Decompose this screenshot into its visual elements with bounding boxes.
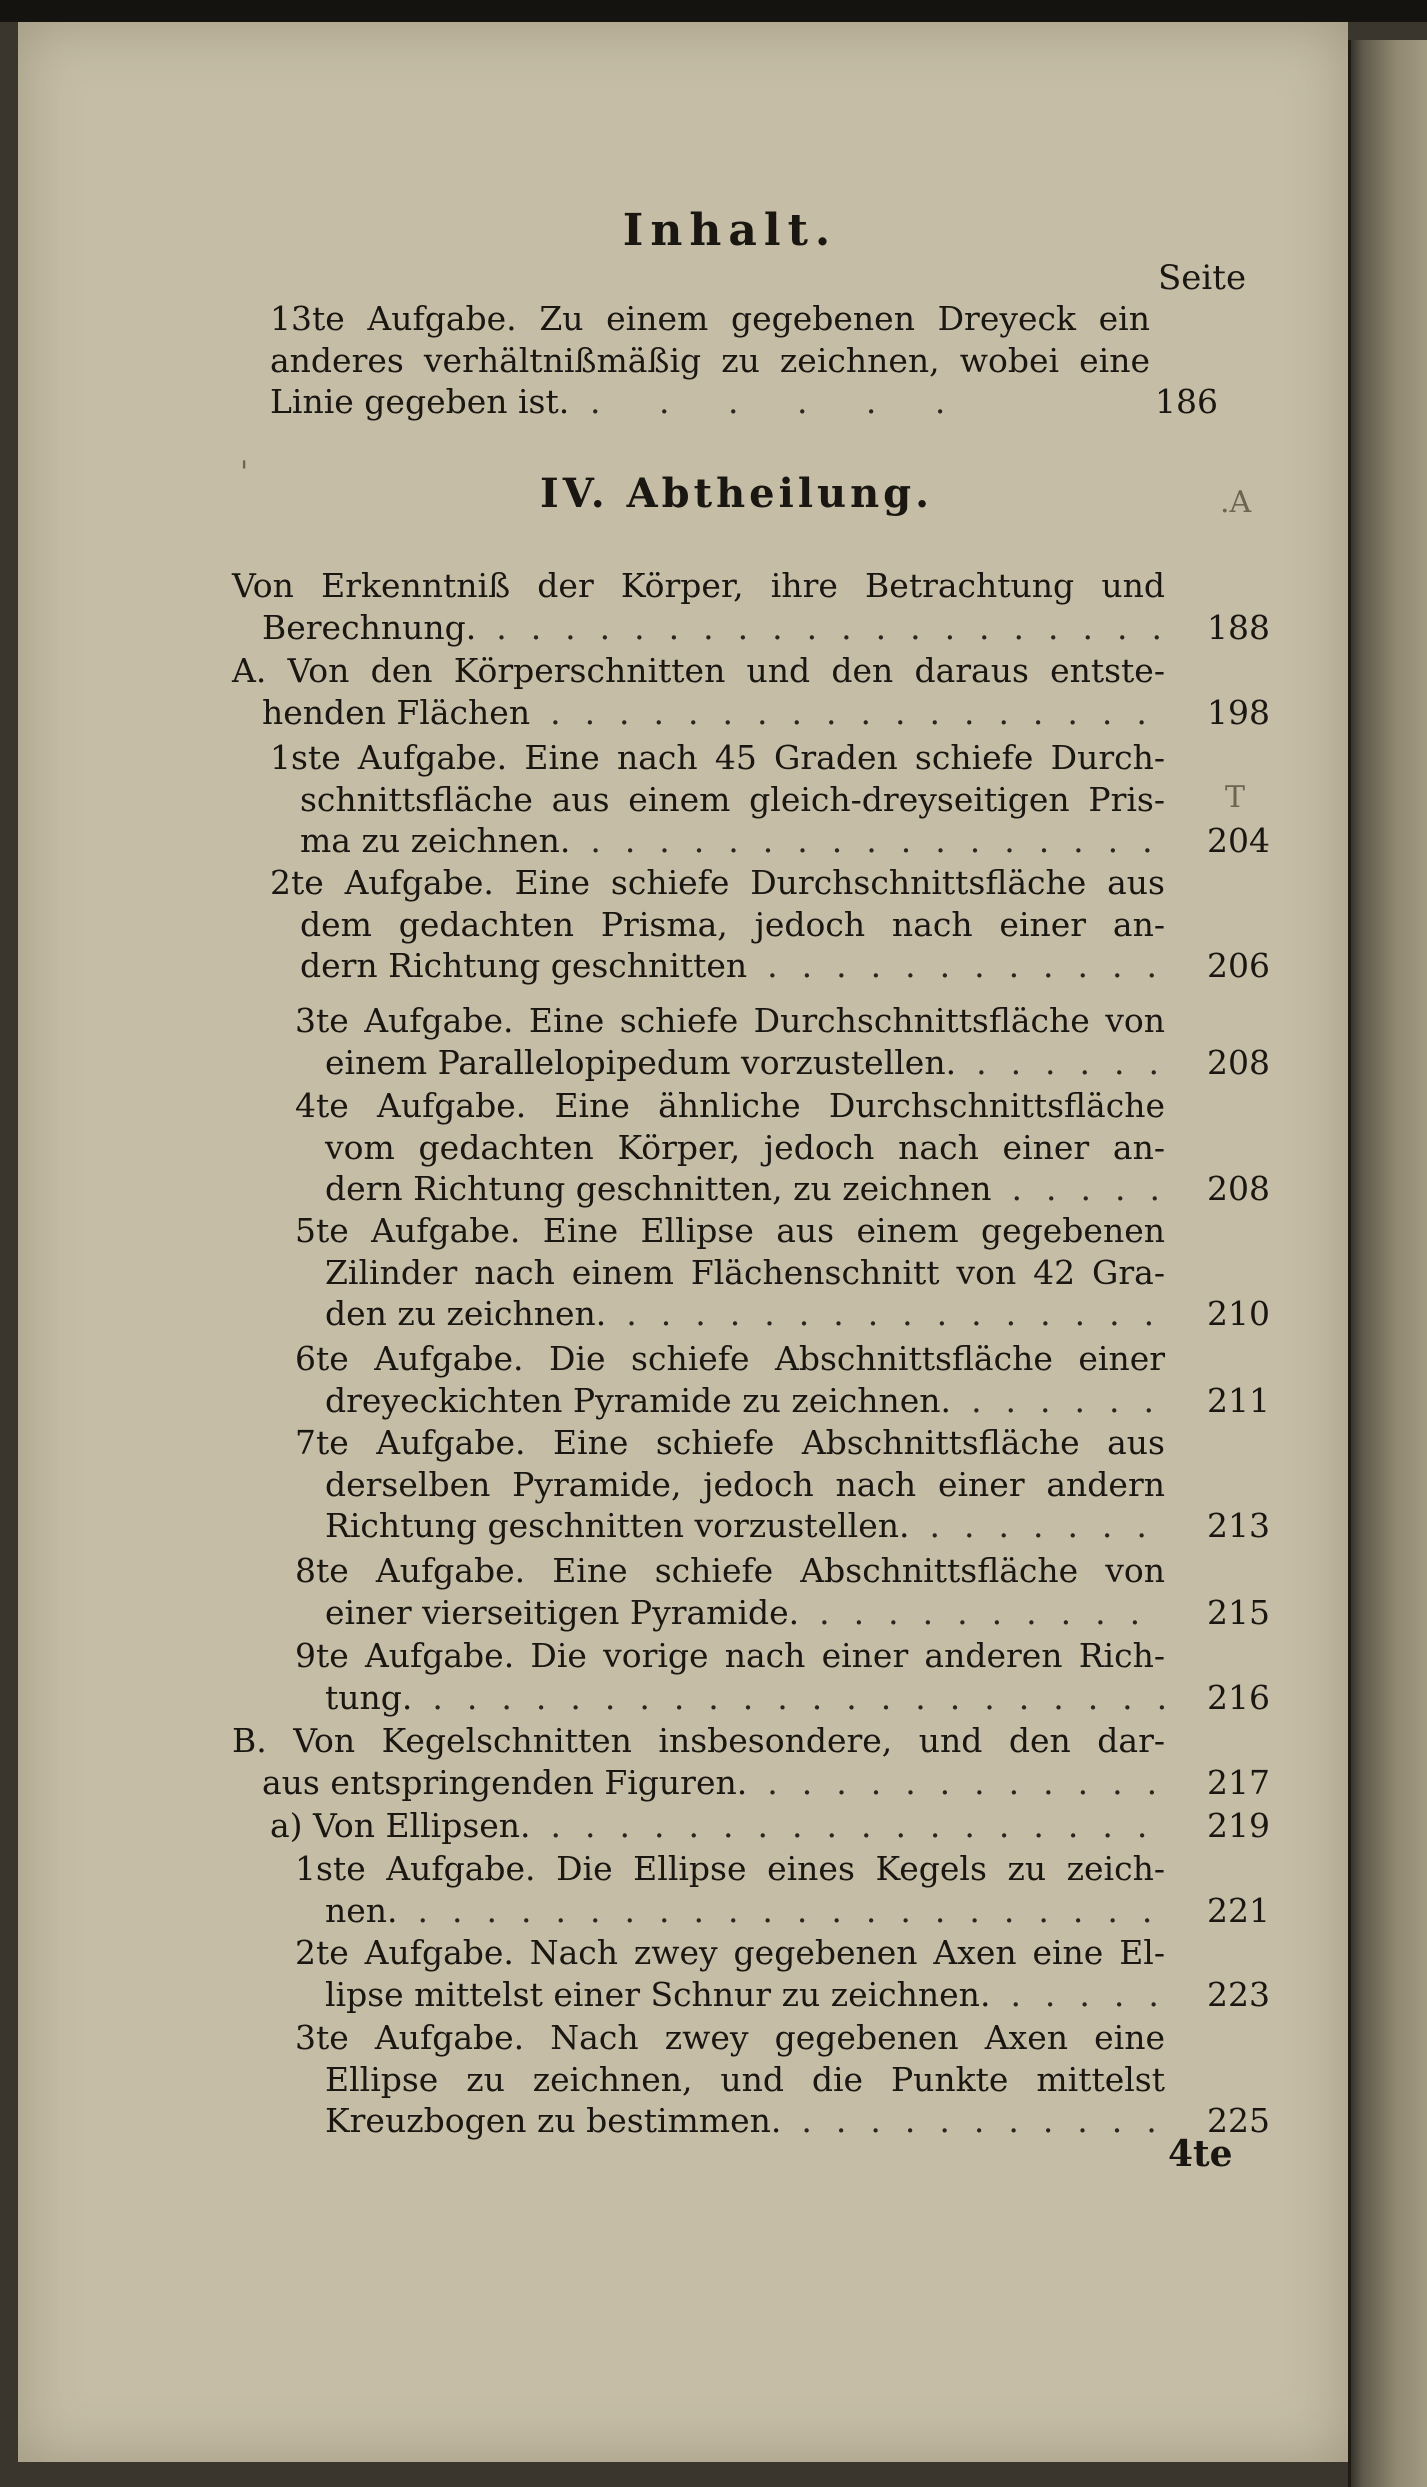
toc-page-number: 204	[1207, 821, 1270, 860]
toc-entry-line: 7te Aufgabe. Eine schiefe Abschnittsfläche aus	[295, 1423, 1165, 1462]
toc-entry-text: ma zu zeichnen.	[300, 821, 571, 860]
catchword: 4te	[1168, 2133, 1233, 2175]
leader-dots: ......	[971, 1380, 1179, 1420]
toc-entry-text: einer vierseitigen Pyramide.	[325, 1592, 800, 1632]
toc-page-number: 223	[1207, 1974, 1270, 2014]
leader-dots: ............	[767, 946, 1182, 985]
toc-entry-text: dreyeckichten Pyramide zu zeichnen.	[325, 1380, 952, 1420]
toc-entry-line: Ellipse zu zeichnen, und die Punkte mittelst	[325, 2059, 1165, 2099]
page-gutter	[1348, 40, 1351, 2487]
toc-entry	[232, 650, 1270, 733]
toc-entry	[270, 298, 1218, 423]
toc-entry	[295, 1000, 1270, 1083]
toc-page-number: 216	[1207, 1677, 1270, 1717]
toc-entry-line: 5te Aufgabe. Eine Ellipse aus einem gegebenen	[295, 1211, 1165, 1250]
toc-entry-line	[270, 945, 1270, 987]
toc-entry-line: 1ste Aufgabe. Die Ellipse eines Kegels zu zeich-	[295, 1849, 1165, 1888]
leader-dots: .......	[929, 1506, 1171, 1545]
toc-entry	[270, 737, 1270, 862]
toc-entry	[295, 1635, 1270, 1718]
toc-page-number: 208	[1207, 1042, 1270, 1082]
toc-entry-line	[270, 1805, 1270, 1847]
toc-entry-line: 2te Aufgabe. Eine schiefe Durchschnittsfläche aus	[270, 863, 1165, 902]
toc-entry	[295, 1338, 1270, 1421]
toc-page-number: 186	[1155, 382, 1218, 421]
leader-dots: ............	[767, 1762, 1182, 1802]
toc-entry-text: den zu zeichnen.	[325, 1294, 607, 1333]
toc-entry	[232, 1720, 1270, 1803]
toc-entry-text: dern Richtung geschnitten, zu zeichnen	[325, 1169, 992, 1208]
toc-page-number: 221	[1207, 1890, 1270, 1930]
toc-entry-line	[270, 381, 1218, 423]
toc-page-number: 225	[1207, 2101, 1270, 2140]
toc-entry-text: a) Von Ellipsen.	[270, 1806, 531, 1845]
toc-entry-line	[295, 1677, 1270, 1719]
toc-entry-line: 4te Aufgabe. Eine ähnliche Durchschnittsfläche	[295, 1086, 1165, 1125]
leader-dots: ................	[626, 1294, 1179, 1333]
toc-entry-line	[295, 1890, 1270, 1932]
toc-entry-line	[295, 1168, 1270, 1210]
toc-page-number: 213	[1207, 1506, 1270, 1545]
page-column-header: Seite	[1158, 258, 1247, 298]
toc-entry	[295, 1848, 1270, 1931]
toc-entry-line: 9te Aufgabe. Die vorige nach einer anderen Rich-	[295, 1636, 1165, 1675]
show-through-mark: T	[1225, 780, 1246, 815]
toc-page-number: 188	[1207, 607, 1270, 647]
toc-page-number: 208	[1207, 1169, 1270, 1208]
facing-page-edge	[1348, 40, 1427, 2487]
scan-top-edge	[0, 0, 1427, 22]
toc-entry-text: henden Flächen	[262, 692, 531, 732]
toc-entry-text: Linie gegeben ist.	[270, 382, 570, 421]
toc-entry-line: 2te Aufgabe. Nach zwey gegebenen Axen eine El-	[295, 1933, 1165, 1972]
toc-entry-line: Zilinder nach einem Flächenschnitt von 42 Gra-	[325, 1252, 1165, 1292]
toc-page-number: 219	[1207, 1806, 1270, 1845]
toc-entry-line	[295, 1592, 1270, 1634]
leader-dots: .....	[1011, 1169, 1184, 1208]
toc-entry-line: vom gedachten Körper, jedoch nach einer an-	[325, 1127, 1165, 1167]
toc-entry	[295, 1422, 1270, 1547]
leader-dots: ......................	[432, 1677, 1192, 1717]
toc-entry-line	[295, 1042, 1270, 1084]
toc-entry-line: 3te Aufgabe. Nach zwey gegebenen Axen eine	[295, 2018, 1165, 2057]
show-through-mark: .A	[1220, 485, 1252, 520]
toc-entry-text: einem Parallelopipedum vorzustellen.	[325, 1042, 957, 1082]
toc-entry-line	[295, 1293, 1270, 1335]
toc-entry-line	[232, 692, 1270, 734]
toc-entry-line: Von Erkenntniß der Körper, ihre Betrachtung und	[232, 566, 1165, 605]
toc-entry-line: B. Von Kegelschnitten insbesondere, und den dar-	[232, 1721, 1165, 1760]
leader-dots: ..................	[550, 1806, 1172, 1845]
toc-entry	[295, 1210, 1270, 1335]
toc-entry-line	[270, 820, 1270, 862]
toc-entry-line	[295, 1974, 1270, 2016]
toc-entry-line: derselben Pyramide, jedoch nach einer andern	[325, 1464, 1165, 1504]
toc-entry-line: schnittsfläche aus einem gleich-dreyseitigen Pris-	[300, 779, 1165, 819]
toc-entry-line: A. Von den Körperschnitten und den daraus entste-	[232, 651, 1165, 690]
toc-page-number: 210	[1207, 1294, 1270, 1333]
toc-entry	[270, 862, 1270, 987]
leader-dots: .................	[590, 821, 1177, 860]
toc-entry-line: 6te Aufgabe. Die schiefe Abschnittsfläche einer	[295, 1339, 1165, 1378]
toc-entry-line: anderes verhältnißmäßig zu zeichnen, wobei eine	[270, 340, 1150, 380]
toc-entry-text: aus entspringenden Figuren.	[262, 1762, 748, 1802]
toc-page-number: 217	[1207, 1762, 1270, 1802]
toc-entry-text: tung.	[325, 1677, 413, 1717]
toc-entry-line: 13te Aufgabe. Zu einem gegebenen Dreyeck ein	[270, 299, 1150, 338]
toc-entry-line	[232, 607, 1270, 649]
section-heading: IV. Abtheilung.	[540, 470, 934, 517]
leader-dots: . . . . . .	[590, 382, 970, 421]
page-title: Inhalt.	[622, 205, 838, 256]
toc-page-number: 198	[1207, 692, 1270, 732]
toc-page-number: 215	[1207, 1592, 1270, 1632]
toc-entry-line: 8te Aufgabe. Eine schiefe Abschnittsfläche von	[295, 1551, 1165, 1590]
leader-dots: ..................	[550, 692, 1171, 732]
leader-dots: ....................	[496, 607, 1186, 647]
toc-page-number: 211	[1207, 1380, 1270, 1420]
leader-dots: ..........	[819, 1592, 1165, 1632]
toc-entry-line	[232, 1762, 1270, 1804]
toc-entry-line: 3te Aufgabe. Eine schiefe Durchschnittsfläche von	[295, 1001, 1165, 1040]
toc-entry	[232, 565, 1270, 648]
toc-entry-text: Kreuzbogen zu bestimmen.	[325, 2101, 782, 2140]
toc-entry-line	[295, 1505, 1270, 1547]
toc-entry-text: nen.	[325, 1890, 398, 1930]
toc-entry-text: lipse mittelst einer Schnur zu zeichnen.	[325, 1974, 991, 2014]
toc-entry-line	[295, 2100, 1270, 2142]
toc-entry-text: Berechnung.	[262, 607, 477, 647]
toc-entry-line	[295, 1380, 1270, 1422]
toc-entry	[295, 1085, 1270, 1210]
toc-entry-text: Richtung geschnitten vorzustellen.	[325, 1506, 910, 1545]
toc-page-number: 206	[1207, 946, 1270, 985]
toc-entry-line: dem gedachten Prisma, jedoch nach einer an-	[300, 904, 1165, 944]
toc-entry	[295, 2017, 1270, 2142]
leader-dots: .....	[1010, 1974, 1183, 2014]
print-smudge: '	[240, 455, 249, 490]
leader-dots: ...........	[801, 2101, 1181, 2140]
leader-dots: ......................	[417, 1890, 1177, 1930]
toc-entry	[295, 1550, 1270, 1633]
toc-entry-text: dern Richtung geschnitten	[300, 946, 748, 985]
leader-dots: ......	[976, 1042, 1184, 1082]
toc-entry-line: 1ste Aufgabe. Eine nach 45 Graden schiefe Durch-	[270, 738, 1165, 777]
toc-entry	[295, 1932, 1270, 2015]
toc-entry	[270, 1805, 1270, 1847]
